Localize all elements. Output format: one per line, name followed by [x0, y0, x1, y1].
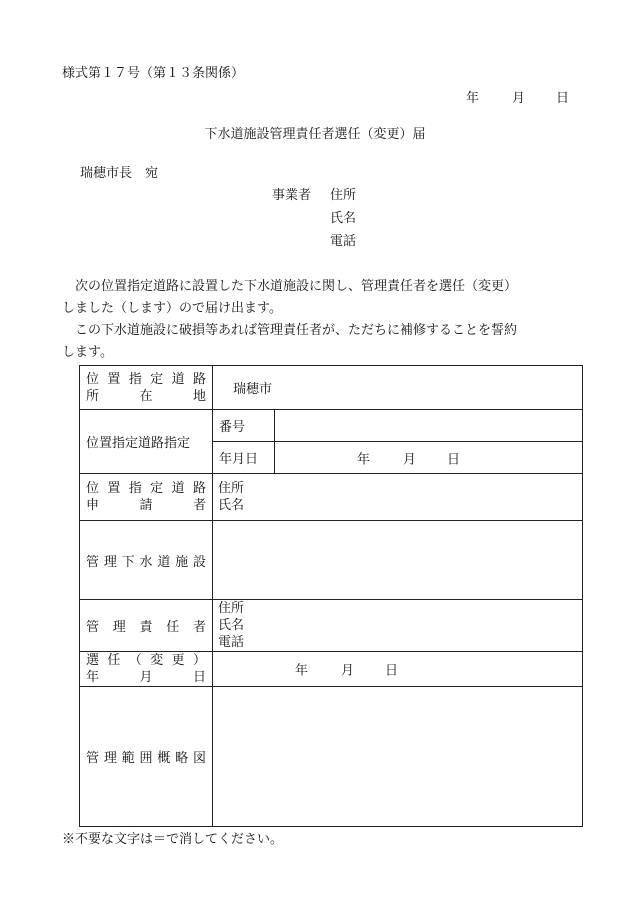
label-line: 位 置 指 定 道 路 — [86, 371, 206, 387]
row-road-applicant — [80, 474, 583, 521]
appointment-date-label — [80, 652, 213, 687]
appointment-date-input[interactable] — [213, 652, 583, 687]
body-paragraph-1 — [62, 276, 582, 320]
manager-label-text: 管 理 責 任 者 — [86, 620, 206, 635]
designation-year-label: 年 — [357, 452, 371, 467]
designation-date-input[interactable] — [275, 442, 583, 474]
body-line: します。 — [62, 345, 113, 360]
designation-number-input[interactable] — [275, 410, 583, 442]
appointment-month-label: 月 — [341, 663, 355, 679]
manager-label — [80, 600, 213, 652]
addressee: 瑞穂市長 宛 — [80, 166, 159, 181]
label-char: 年 — [86, 670, 100, 685]
row-management-map — [80, 687, 583, 827]
label-char: 更 — [171, 653, 185, 668]
applicant-name-label: 氏名 — [330, 211, 357, 226]
date-day-label: 日 — [556, 91, 570, 106]
label-char: 日 — [192, 670, 206, 685]
document-title: 下水道施設管理責任者選任（変更）届 — [204, 127, 426, 142]
manager-name-label: 氏名 — [218, 618, 245, 633]
designation-day-label: 日 — [447, 452, 461, 467]
label-char: 月 — [139, 670, 153, 685]
label-char: ） — [192, 653, 206, 668]
body-line: しました（します）ので届け出ます。 — [62, 301, 282, 316]
applicant-role-label: 事業者 — [272, 188, 312, 203]
label-char: 任 — [107, 653, 121, 668]
designation-month-label: 月 — [403, 452, 417, 467]
managed-facility-label-text: 管 理 下 水 道 施 設 — [86, 554, 206, 570]
row-road-location — [80, 366, 583, 410]
body-line: 次の位置指定道路に設置した下水道施設に関し、管理責任者を選任（変更） — [62, 279, 518, 294]
management-map-label-text: 管 理 範 囲 概 略 図 — [86, 751, 206, 766]
number-label: 番号 — [219, 420, 246, 435]
form-number: 様式第１７号（第１３条関係） — [62, 66, 245, 81]
appointment-day-label: 日 — [385, 663, 399, 679]
body-paragraph-2 — [62, 320, 582, 364]
notification-form-table — [79, 365, 583, 827]
label-line: 所 在 地 — [86, 388, 206, 404]
date-year-label: 年 — [466, 91, 480, 106]
appointment-year-label: 年 — [295, 663, 309, 679]
date-month-label: 月 — [512, 91, 526, 106]
road-location-value[interactable] — [213, 366, 583, 410]
applicant-name-label: 氏名 — [218, 498, 245, 513]
road-designation-label-text: 位置指定道路指定 — [86, 436, 191, 451]
label-line: 申 請 者 — [86, 498, 206, 513]
row-managed-facility — [80, 521, 583, 600]
row-manager — [80, 600, 583, 652]
management-map-area[interactable] — [213, 687, 583, 827]
label-line — [86, 669, 206, 686]
footnote: ※不要な文字は＝で消してください。 — [62, 832, 284, 847]
date-label: 年月日 — [219, 452, 259, 467]
managed-facility-label — [80, 521, 213, 600]
road-location-label — [80, 366, 213, 410]
row-road-designation-number — [80, 410, 583, 442]
designation-date-label-cell — [213, 442, 275, 474]
applicant-address-label: 住所 — [218, 481, 245, 496]
manager-value[interactable] — [213, 600, 583, 652]
designation-number-label-cell — [213, 410, 275, 442]
road-applicant-label — [80, 474, 213, 521]
city-name: 瑞穂市 — [233, 382, 273, 397]
road-designation-label — [80, 410, 213, 474]
label-char: （ — [128, 653, 142, 668]
managed-facility-input[interactable] — [213, 521, 583, 600]
label-char: 変 — [150, 653, 164, 668]
manager-address-label: 住所 — [218, 601, 245, 616]
label-line — [86, 652, 206, 669]
management-map-label — [80, 687, 213, 827]
label-line: 位 置 指 定 道 路 — [86, 481, 206, 496]
road-applicant-value[interactable] — [213, 474, 583, 521]
label-char: 選 — [86, 653, 100, 668]
applicant-address-label: 住所 — [330, 188, 357, 203]
row-appointment-date — [80, 652, 583, 687]
body-line: この下水道施設に破損等あれば管理責任者が、ただちに補修することを誓約 — [62, 323, 518, 338]
manager-phone-label: 電話 — [218, 635, 245, 650]
applicant-phone-label: 電話 — [330, 234, 357, 249]
